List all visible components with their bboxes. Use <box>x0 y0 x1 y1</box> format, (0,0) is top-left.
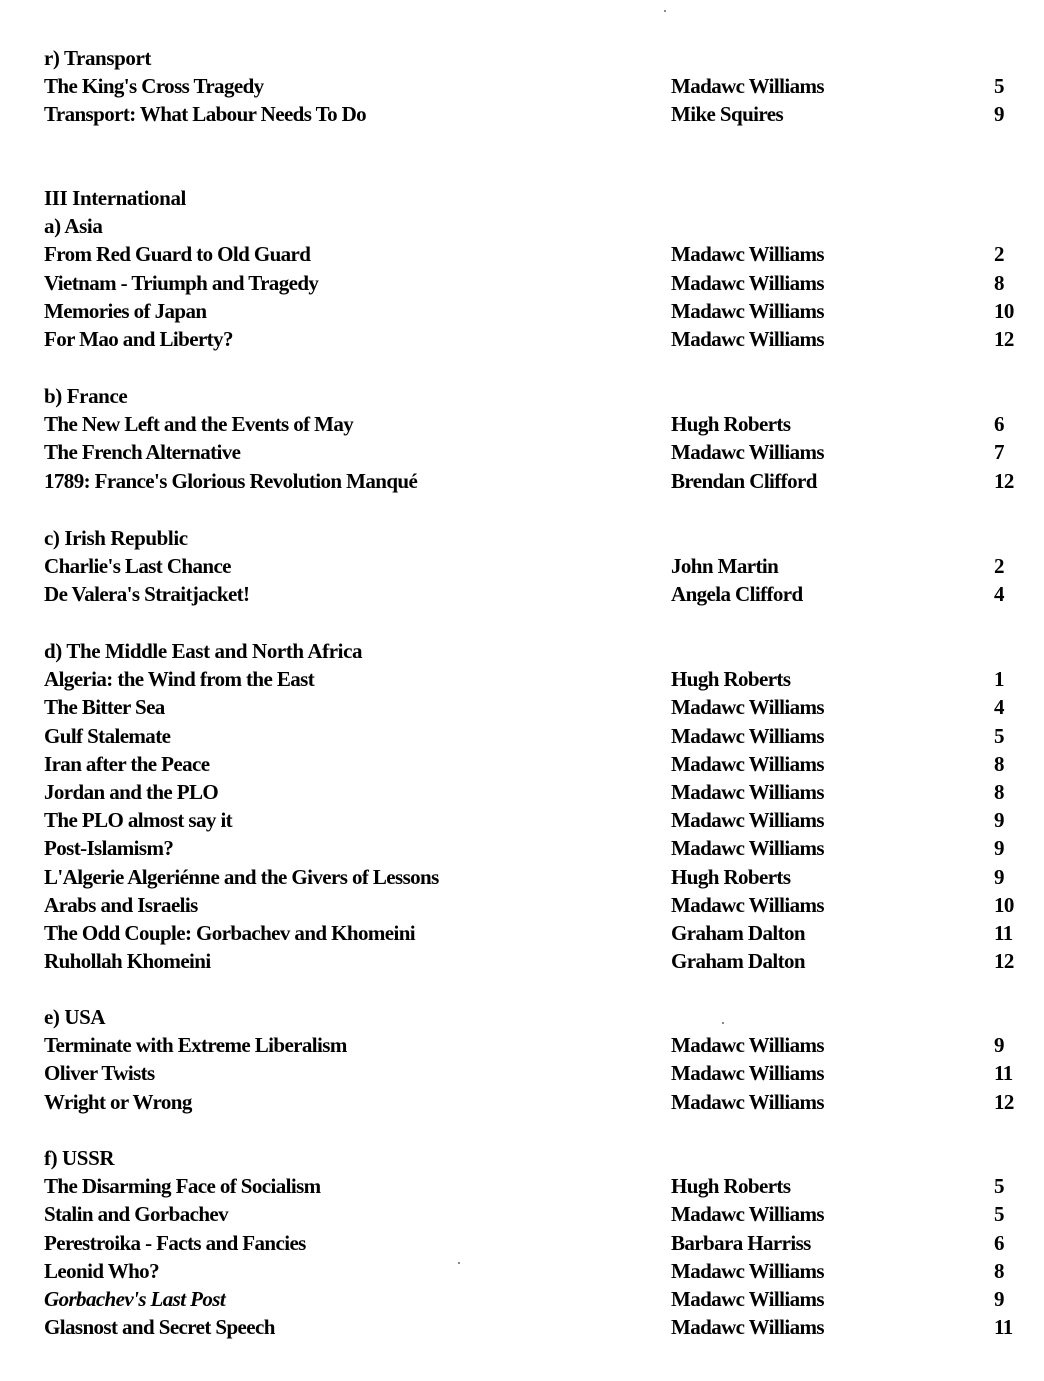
article-author: Angela Clifford <box>671 582 803 607</box>
article-author: Madawc Williams <box>671 695 824 720</box>
article-author: Madawc Williams <box>671 892 824 917</box>
table-row <box>0 891 1044 919</box>
article-author: Madawc Williams <box>671 751 824 776</box>
section-heading <box>0 1003 1044 1031</box>
article-author: Madawc Williams <box>671 1286 824 1311</box>
article-title: The Bitter Sea <box>44 695 165 720</box>
scan-speck <box>664 10 666 12</box>
section-heading-text: f) USSR <box>44 1146 115 1170</box>
article-author: Madawc Williams <box>671 242 824 267</box>
article-author: Mike Squires <box>671 102 784 127</box>
article-author: Graham Dalton <box>671 949 805 974</box>
article-title: 1789: France's Glorious Revolution Manqué <box>44 468 418 493</box>
article-issue: 5 <box>994 74 1004 99</box>
article-title: Jordan and the PLO <box>44 779 219 804</box>
table-row <box>0 919 1044 947</box>
scan-speck <box>458 1262 460 1264</box>
table-row <box>0 1031 1044 1059</box>
table-row <box>0 750 1044 778</box>
article-issue: 12 <box>994 949 1014 974</box>
article-author: John Martin <box>671 554 779 579</box>
article-issue: 9 <box>994 1286 1004 1311</box>
section-heading <box>0 524 1044 552</box>
table-row <box>0 1059 1044 1087</box>
article-author: Madawc Williams <box>671 298 824 323</box>
article-author: Hugh Roberts <box>671 1174 791 1199</box>
section-heading <box>0 637 1044 665</box>
section-middle-east <box>0 637 1044 975</box>
section-international <box>0 184 1044 353</box>
section-heading-text: r) Transport <box>44 46 151 70</box>
article-title: The Disarming Face of Socialism <box>44 1174 321 1199</box>
table-row <box>0 1229 1044 1257</box>
table-row <box>0 863 1044 891</box>
article-issue: 5 <box>994 1174 1004 1199</box>
article-issue: 9 <box>994 102 1004 127</box>
table-row <box>0 693 1044 721</box>
article-author: Madawc Williams <box>671 808 824 833</box>
article-issue: 9 <box>994 836 1004 861</box>
table-row <box>0 806 1044 834</box>
article-issue: 9 <box>994 1033 1004 1058</box>
article-issue: 10 <box>994 892 1014 917</box>
article-title: Gulf Stalemate <box>44 723 171 748</box>
article-title: Arabs and Israelis <box>44 892 198 917</box>
article-title: Leonid Who? <box>44 1258 159 1283</box>
article-author: Madawc Williams <box>671 1315 824 1340</box>
article-author: Madawc Williams <box>671 1033 824 1058</box>
table-row <box>0 240 1044 268</box>
table-row <box>0 1172 1044 1200</box>
article-title: Memories of Japan <box>44 298 207 323</box>
table-row <box>0 438 1044 466</box>
article-author: Madawc Williams <box>671 440 824 465</box>
article-title: Glasnost and Secret Speech <box>44 1315 275 1340</box>
article-issue: 6 <box>994 1230 1004 1255</box>
article-author: Hugh Roberts <box>671 412 791 437</box>
table-row <box>0 665 1044 693</box>
section-heading-text: c) Irish Republic <box>44 526 188 550</box>
part-heading-text: III International <box>44 186 186 210</box>
section-heading <box>0 212 1044 240</box>
table-row <box>0 297 1044 325</box>
article-issue: 9 <box>994 808 1004 833</box>
article-author: Madawc Williams <box>671 1202 824 1227</box>
article-title: Transport: What Labour Needs To Do <box>44 102 367 127</box>
table-row <box>0 722 1044 750</box>
table-row <box>0 1313 1044 1341</box>
table-row <box>0 100 1044 128</box>
table-row <box>0 325 1044 353</box>
table-row <box>0 269 1044 297</box>
article-issue: 8 <box>994 1258 1004 1283</box>
section-heading-text: b) France <box>44 384 128 408</box>
article-title: The Odd Couple: Gorbachev and Khomeini <box>44 920 416 945</box>
article-issue: 11 <box>994 1061 1013 1086</box>
section-ussr <box>0 1144 1044 1341</box>
section-heading-text: a) Asia <box>44 214 103 239</box>
table-row <box>0 467 1044 495</box>
article-author: Madawc Williams <box>671 1089 824 1114</box>
section-france <box>0 382 1044 495</box>
article-title: Terminate with Extreme Liberalism <box>44 1033 347 1058</box>
article-issue: 10 <box>994 298 1014 323</box>
article-title: Vietnam - Triumph and Tragedy <box>44 270 319 295</box>
article-title: Ruhollah Khomeini <box>44 949 211 974</box>
table-row <box>0 834 1044 862</box>
article-title: L'Algerie Algeriénne and the Givers of Lessons <box>44 864 439 889</box>
table-row <box>0 778 1044 806</box>
article-issue: 5 <box>994 723 1004 748</box>
article-issue: 8 <box>994 270 1004 295</box>
article-issue: 12 <box>994 468 1014 493</box>
article-title: De Valera's Straitjacket! <box>44 582 250 607</box>
part-heading <box>0 184 1044 212</box>
article-issue: 7 <box>994 440 1004 465</box>
article-author: Madawc Williams <box>671 74 824 99</box>
article-title: For Mao and Liberty? <box>44 326 233 351</box>
article-issue: 4 <box>994 582 1004 607</box>
article-issue: 4 <box>994 695 1004 720</box>
table-row <box>0 1285 1044 1313</box>
article-title: The New Left and the Events of May <box>44 412 354 437</box>
article-title: The King's Cross Tragedy <box>44 74 264 99</box>
table-row <box>0 72 1044 100</box>
section-heading <box>0 1144 1044 1172</box>
article-issue: 11 <box>994 1315 1013 1340</box>
section-usa <box>0 1003 1044 1116</box>
article-title: The French Alternative <box>44 440 241 465</box>
article-issue: 2 <box>994 242 1004 267</box>
article-issue: 12 <box>994 1089 1014 1114</box>
article-author: Madawc Williams <box>671 270 824 295</box>
article-title: Post-Islamism? <box>44 836 174 861</box>
article-author: Madawc Williams <box>671 836 824 861</box>
section-irish-republic <box>0 524 1044 609</box>
section-heading-text: d) The Middle East and North Africa <box>44 639 363 663</box>
article-author: Madawc Williams <box>671 723 824 748</box>
article-author: Madawc Williams <box>671 326 824 351</box>
article-title: Perestroika - Facts and Fancies <box>44 1230 306 1255</box>
scan-speck <box>722 1022 724 1024</box>
article-title: Stalin and Gorbachev <box>44 1202 229 1227</box>
article-title: Gorbachev's Last Post <box>44 1286 226 1311</box>
article-issue: 9 <box>994 864 1004 889</box>
article-author: Hugh Roberts <box>671 864 791 889</box>
article-author: Barbara Harriss <box>671 1230 811 1255</box>
article-author: Hugh Roberts <box>671 667 791 692</box>
section-heading <box>0 382 1044 410</box>
table-row <box>0 947 1044 975</box>
article-title: Oliver Twists <box>44 1061 155 1086</box>
article-author: Graham Dalton <box>671 920 805 945</box>
article-author: Brendan Clifford <box>671 468 817 493</box>
article-author: Madawc Williams <box>671 1061 824 1086</box>
article-author: Madawc Williams <box>671 779 824 804</box>
article-issue: 12 <box>994 326 1014 351</box>
article-title: The PLO almost say it <box>44 808 233 833</box>
table-row <box>0 1257 1044 1285</box>
article-issue: 5 <box>994 1202 1004 1227</box>
table-row <box>0 1088 1044 1116</box>
section-heading-text: e) USA <box>44 1005 106 1029</box>
table-row <box>0 1200 1044 1228</box>
section-transport <box>0 44 1044 129</box>
article-title: Wright or Wrong <box>44 1089 192 1114</box>
article-issue: 8 <box>994 779 1004 804</box>
table-row <box>0 552 1044 580</box>
article-issue: 1 <box>994 667 1004 692</box>
article-author: Madawc Williams <box>671 1258 824 1283</box>
article-title: From Red Guard to Old Guard <box>44 242 311 267</box>
article-issue: 8 <box>994 751 1004 776</box>
article-title: Iran after the Peace <box>44 751 210 776</box>
table-row <box>0 580 1044 608</box>
table-row <box>0 410 1044 438</box>
article-issue: 11 <box>994 920 1013 945</box>
article-title: Charlie's Last Chance <box>44 554 231 579</box>
article-title: Algeria: the Wind from the East <box>44 667 315 692</box>
article-issue: 2 <box>994 554 1004 579</box>
article-issue: 6 <box>994 412 1004 437</box>
section-heading <box>0 44 1044 72</box>
